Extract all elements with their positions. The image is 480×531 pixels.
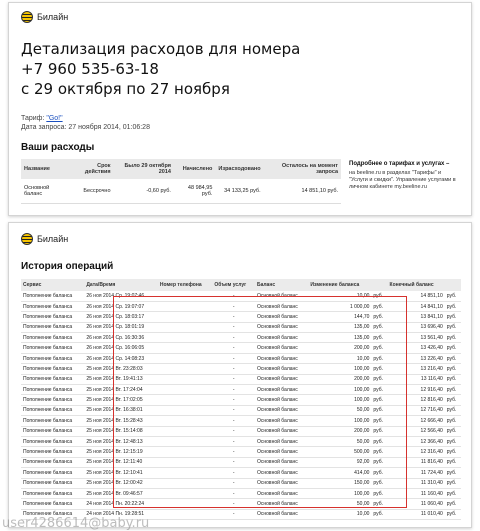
- table-cell: 26 ноя 2014 Ср. 18:01:19: [84, 322, 158, 332]
- table-cell: -: [212, 301, 255, 311]
- table-cell: 12 566,40: [388, 426, 445, 436]
- table-cell: [158, 488, 213, 498]
- logo-text: Билайн: [37, 12, 69, 22]
- table-cell: [158, 509, 213, 519]
- table-cell: Пополнение баланса: [21, 343, 84, 353]
- table-cell: Пополнение баланса: [21, 405, 84, 415]
- col-final: Конечный баланс: [388, 279, 445, 291]
- table-row: [21, 385, 461, 395]
- table-row: [21, 405, 461, 415]
- table-cell: Основной баланс: [255, 405, 308, 415]
- table-row: [21, 291, 461, 301]
- tariff-line: [21, 115, 63, 122]
- table-cell: 25 ноя 2014 Вт. 16:38:01: [84, 405, 158, 415]
- table-cell: [158, 478, 213, 488]
- table-cell: руб.: [445, 364, 461, 374]
- table-cell: 25 ноя 2014 Вт. 17:02:05: [84, 395, 158, 405]
- table-cell: руб.: [445, 395, 461, 405]
- table-cell: руб.: [445, 426, 461, 436]
- table-cell: 12 916,40: [388, 385, 445, 395]
- table-cell: 10,00: [308, 353, 371, 363]
- table-cell: 11 724,40: [388, 468, 445, 478]
- table-cell: 26 ноя 2014 Ср. 14:08:23: [84, 353, 158, 363]
- table-cell: Пополнение баланса: [21, 478, 84, 488]
- table-cell: Основной баланс: [255, 374, 308, 384]
- table-cell: -: [212, 447, 255, 457]
- table-cell: 200,00: [308, 426, 371, 436]
- table-cell: -: [212, 364, 255, 374]
- table-cell: 25 ноя 2014 Вт. 12:10:41: [84, 468, 158, 478]
- title-line-1: Детализация расходов для номера: [21, 40, 301, 58]
- table-cell: -: [212, 291, 255, 301]
- col-phone: Номер телефона: [158, 279, 213, 291]
- table-cell: [158, 374, 213, 384]
- table-cell: [158, 436, 213, 446]
- table-row: [21, 395, 461, 405]
- expenses-col-spent: Израсходовано: [215, 159, 263, 179]
- table-cell: руб.: [371, 322, 387, 332]
- table-cell: руб.: [445, 457, 461, 467]
- table-cell: 135,00: [308, 322, 371, 332]
- table-cell: 11 060,40: [388, 499, 445, 509]
- expenses-cell: 48 984,95 руб.: [174, 179, 215, 204]
- table-cell: 100,00: [308, 488, 371, 498]
- operations-table: [21, 279, 461, 520]
- table-row: [21, 416, 461, 426]
- table-cell: [158, 416, 213, 426]
- table-cell: Пополнение баланса: [21, 447, 84, 457]
- table-cell: руб.: [445, 322, 461, 332]
- table-cell: руб.: [371, 405, 387, 415]
- table-cell: Основной баланс: [255, 364, 308, 374]
- table-cell: Пополнение баланса: [21, 416, 84, 426]
- table-cell: 13 116,40: [388, 374, 445, 384]
- expenses-table: [21, 159, 341, 204]
- table-cell: [158, 353, 213, 363]
- col-service: Сервис: [21, 279, 84, 291]
- tariff-label: Тариф:: [21, 115, 45, 122]
- table-cell: -: [212, 343, 255, 353]
- table-cell: Основной баланс: [255, 478, 308, 488]
- table-cell: Основной баланс: [255, 385, 308, 395]
- table-cell: 25 ноя 2014 Вт. 09:46:57: [84, 488, 158, 498]
- table-cell: Пополнение баланса: [21, 385, 84, 395]
- table-cell: руб.: [445, 312, 461, 322]
- table-cell: -: [212, 509, 255, 519]
- table-cell: 26 ноя 2014 Ср. 19:07:46: [84, 291, 158, 301]
- beeline-logo: [21, 233, 68, 245]
- table-cell: Пополнение баланса: [21, 457, 84, 467]
- table-cell: руб.: [445, 353, 461, 363]
- table-cell: 14 851,10: [388, 291, 445, 301]
- table-row: [21, 322, 461, 332]
- table-cell: Основной баланс: [255, 509, 308, 519]
- table-cell: Пополнение баланса: [21, 353, 84, 363]
- table-cell: Пополнение баланса: [21, 499, 84, 509]
- table-row: [21, 488, 461, 498]
- table-cell: руб.: [445, 499, 461, 509]
- table-cell: руб.: [445, 301, 461, 311]
- table-cell: 24 ноя 2014 Пн. 19:28:51: [84, 509, 158, 519]
- table-cell: руб.: [445, 509, 461, 519]
- table-cell: Основной баланс: [255, 447, 308, 457]
- table-row: [21, 447, 461, 457]
- table-cell: 10,00: [308, 509, 371, 519]
- table-cell: [158, 301, 213, 311]
- table-row: [21, 353, 461, 363]
- expenses-cell: -0,60 руб.: [114, 179, 174, 204]
- table-cell: 12 716,40: [388, 405, 445, 415]
- table-cell: 25 ноя 2014 Вт. 17:24:04: [84, 385, 158, 395]
- table-cell: 144,70: [308, 312, 371, 322]
- table-cell: Пополнение баланса: [21, 322, 84, 332]
- table-cell: руб.: [445, 416, 461, 426]
- table-row: [21, 499, 461, 509]
- table-cell: руб.: [371, 312, 387, 322]
- table-cell: 12 816,40: [388, 395, 445, 405]
- table-cell: руб.: [371, 426, 387, 436]
- beeline-logo-icon: [21, 233, 33, 245]
- table-cell: руб.: [371, 301, 387, 311]
- table-cell: руб.: [445, 333, 461, 343]
- table-cell: руб.: [371, 478, 387, 488]
- table-cell: 11 160,40: [388, 488, 445, 498]
- table-cell: 11 310,40: [388, 478, 445, 488]
- table-cell: руб.: [371, 333, 387, 343]
- table-cell: Основной баланс: [255, 436, 308, 446]
- table-cell: 200,00: [308, 343, 371, 353]
- table-cell: -: [212, 488, 255, 498]
- expenses-sheet: [8, 2, 472, 216]
- beeline-logo: [21, 11, 68, 23]
- table-cell: Пополнение баланса: [21, 509, 84, 519]
- table-cell: руб.: [445, 488, 461, 498]
- table-cell: [158, 364, 213, 374]
- tariff-link[interactable]: "Go!": [46, 115, 63, 122]
- table-cell: Пополнение баланса: [21, 488, 84, 498]
- table-cell: 13 561,40: [388, 333, 445, 343]
- table-cell: Пополнение баланса: [21, 291, 84, 301]
- table-cell: 150,00: [308, 478, 371, 488]
- table-cell: руб.: [371, 374, 387, 384]
- table-cell: руб.: [445, 468, 461, 478]
- table-cell: руб.: [445, 291, 461, 301]
- col-change-unit: [371, 279, 387, 291]
- table-cell: Основной баланс: [255, 343, 308, 353]
- table-row: [21, 436, 461, 446]
- table-cell: 25 ноя 2014 Вт. 12:48:13: [84, 436, 158, 446]
- table-cell: Пополнение баланса: [21, 426, 84, 436]
- table-cell: 13 426,40: [388, 343, 445, 353]
- table-cell: руб.: [371, 509, 387, 519]
- title-line-3: с 29 октября по 27 ноября: [21, 80, 230, 98]
- table-cell: [158, 468, 213, 478]
- col-balance: Баланс: [255, 279, 308, 291]
- operations-heading: История операций: [21, 261, 114, 272]
- table-cell: руб.: [445, 374, 461, 384]
- table-row: [21, 426, 461, 436]
- table-cell: Пополнение баланса: [21, 395, 84, 405]
- table-cell: [158, 385, 213, 395]
- table-cell: руб.: [371, 364, 387, 374]
- table-cell: 13 841,10: [388, 312, 445, 322]
- table-cell: -: [212, 322, 255, 332]
- table-cell: -: [212, 333, 255, 343]
- table-cell: 50,00: [308, 405, 371, 415]
- watermark: user4286614@baby.ru: [2, 516, 150, 531]
- table-cell: 25 ноя 2014 Вт. 12:11:40: [84, 457, 158, 467]
- table-cell: [158, 405, 213, 415]
- table-cell: руб.: [445, 447, 461, 457]
- expenses-cell: Бессрочно: [69, 179, 114, 204]
- table-cell: Пополнение баланса: [21, 312, 84, 322]
- table-cell: Пополнение баланса: [21, 364, 84, 374]
- col-final-unit: [445, 279, 461, 291]
- table-row: [21, 374, 461, 384]
- col-datetime: Дата/Время: [84, 279, 158, 291]
- table-cell: 25 ноя 2014 Вт. 12:00:42: [84, 478, 158, 488]
- expenses-header-row: [21, 159, 341, 179]
- table-cell: Основной баланс: [255, 395, 308, 405]
- table-cell: [158, 447, 213, 457]
- table-cell: руб.: [371, 395, 387, 405]
- table-cell: 13 696,40: [388, 322, 445, 332]
- table-cell: руб.: [445, 478, 461, 488]
- side-note-text: на beeline.ru в разделах "Тарифы" и "Услуги и скидки". Управление услугами в личном кабинете my.beeline.ru: [349, 170, 456, 190]
- table-cell: 14 841,10: [388, 301, 445, 311]
- table-cell: 26 ноя 2014 Ср. 16:06:05: [84, 343, 158, 353]
- expenses-col-name: Название: [21, 159, 69, 179]
- title-line-2: +7 960 535-63-18: [21, 60, 159, 78]
- table-cell: 11 010,40: [388, 509, 445, 519]
- table-cell: 414,00: [308, 468, 371, 478]
- table-cell: Пополнение баланса: [21, 436, 84, 446]
- table-cell: 12 316,40: [388, 447, 445, 457]
- table-cell: руб.: [445, 385, 461, 395]
- table-cell: [158, 499, 213, 509]
- table-cell: 25 ноя 2014 Вт. 23:28:03: [84, 364, 158, 374]
- table-row: [21, 333, 461, 343]
- table-cell: Основной баланс: [255, 301, 308, 311]
- table-cell: 135,00: [308, 333, 371, 343]
- table-cell: руб.: [371, 499, 387, 509]
- table-cell: 25 ноя 2014 Вт. 15:14:08: [84, 426, 158, 436]
- table-cell: 13 216,40: [388, 364, 445, 374]
- operations-body: [21, 291, 461, 520]
- tariffs-info-note: [349, 161, 459, 191]
- expenses-row: [21, 179, 341, 204]
- table-cell: -: [212, 478, 255, 488]
- side-note-title: Подробнее о тарифах и услугах –: [349, 161, 450, 167]
- expenses-col-remaining: Осталось на момент запроса: [264, 159, 341, 179]
- table-cell: 13 226,40: [388, 353, 445, 363]
- table-row: [21, 343, 461, 353]
- operations-sheet: [8, 222, 472, 528]
- expenses-cell: 34 133,25 руб.: [215, 179, 263, 204]
- table-cell: -: [212, 353, 255, 363]
- table-row: [21, 457, 461, 467]
- table-cell: руб.: [371, 468, 387, 478]
- table-cell: 50,00: [308, 499, 371, 509]
- table-cell: 24 ноя 2014 Пн. 20:22:24: [84, 499, 158, 509]
- table-cell: -: [212, 395, 255, 405]
- beeline-logo-icon: [21, 11, 33, 23]
- table-cell: 10,00: [308, 291, 371, 301]
- table-row: [21, 478, 461, 488]
- table-cell: руб.: [371, 436, 387, 446]
- table-cell: руб.: [371, 447, 387, 457]
- table-cell: Основной баланс: [255, 353, 308, 363]
- table-cell: 92,00: [308, 457, 371, 467]
- request-date: Дата запроса: 27 ноября 2014, 01:06:28: [21, 124, 150, 131]
- table-cell: 12 366,40: [388, 436, 445, 446]
- table-cell: 50,00: [308, 436, 371, 446]
- table-cell: руб.: [371, 385, 387, 395]
- table-cell: 25 ноя 2014 Вт. 15:28:43: [84, 416, 158, 426]
- table-cell: -: [212, 426, 255, 436]
- table-cell: 1 000,00: [308, 301, 371, 311]
- expenses-cell: Основной баланс: [21, 179, 69, 204]
- table-cell: Пополнение баланса: [21, 374, 84, 384]
- expenses-cell: 14 851,10 руб.: [264, 179, 341, 204]
- table-cell: [158, 333, 213, 343]
- table-cell: руб.: [445, 343, 461, 353]
- table-cell: Основной баланс: [255, 312, 308, 322]
- table-cell: Основной баланс: [255, 457, 308, 467]
- expenses-col-charged: Начислено: [174, 159, 215, 179]
- table-cell: руб.: [371, 457, 387, 467]
- table-row: [21, 301, 461, 311]
- table-cell: [158, 312, 213, 322]
- table-cell: [158, 395, 213, 405]
- table-cell: Основной баланс: [255, 499, 308, 509]
- table-cell: 11 816,40: [388, 457, 445, 467]
- table-cell: [158, 291, 213, 301]
- table-cell: руб.: [445, 405, 461, 415]
- table-cell: -: [212, 312, 255, 322]
- table-cell: Пополнение баланса: [21, 333, 84, 343]
- col-change: Изменение баланса: [308, 279, 371, 291]
- table-cell: руб.: [445, 436, 461, 446]
- table-row: [21, 468, 461, 478]
- table-cell: -: [212, 499, 255, 509]
- table-cell: Основной баланс: [255, 468, 308, 478]
- table-cell: 200,00: [308, 374, 371, 384]
- table-cell: Основной баланс: [255, 333, 308, 343]
- table-cell: Основной баланс: [255, 426, 308, 436]
- expenses-col-term: Срок действия: [69, 159, 114, 179]
- table-cell: Основной баланс: [255, 416, 308, 426]
- table-cell: -: [212, 468, 255, 478]
- table-cell: -: [212, 436, 255, 446]
- table-row: [21, 364, 461, 374]
- table-cell: 100,00: [308, 416, 371, 426]
- operations-header-row: [21, 279, 461, 291]
- logo-text: Билайн: [37, 234, 69, 244]
- expenses-heading: Ваши расходы: [21, 142, 95, 153]
- table-cell: Основной баланс: [255, 322, 308, 332]
- report-title: [21, 39, 300, 99]
- table-cell: Пополнение баланса: [21, 468, 84, 478]
- table-cell: 100,00: [308, 364, 371, 374]
- table-cell: 100,00: [308, 395, 371, 405]
- table-cell: Основной баланс: [255, 291, 308, 301]
- expenses-col-was: Было 29 октября 2014: [114, 159, 174, 179]
- table-cell: 500,00: [308, 447, 371, 457]
- table-cell: 26 ноя 2014 Ср. 19:07:07: [84, 301, 158, 311]
- table-cell: 12 666,40: [388, 416, 445, 426]
- table-cell: [158, 343, 213, 353]
- table-cell: -: [212, 385, 255, 395]
- table-cell: [158, 322, 213, 332]
- table-cell: [158, 426, 213, 436]
- table-cell: руб.: [371, 416, 387, 426]
- table-cell: -: [212, 374, 255, 384]
- table-cell: руб.: [371, 488, 387, 498]
- table-cell: 26 ноя 2014 Ср. 18:03:17: [84, 312, 158, 322]
- table-cell: [158, 457, 213, 467]
- table-cell: 25 ноя 2014 Вт. 12:15:19: [84, 447, 158, 457]
- table-row: [21, 312, 461, 322]
- table-cell: -: [212, 416, 255, 426]
- table-cell: 25 ноя 2014 Вт. 19:41:13: [84, 374, 158, 384]
- table-cell: руб.: [371, 343, 387, 353]
- col-volume: Объем услуг: [212, 279, 255, 291]
- table-cell: руб.: [371, 291, 387, 301]
- table-cell: 100,00: [308, 385, 371, 395]
- table-cell: Основной баланс: [255, 488, 308, 498]
- table-cell: -: [212, 457, 255, 467]
- table-cell: руб.: [371, 353, 387, 363]
- table-cell: -: [212, 405, 255, 415]
- table-cell: 26 ноя 2014 Ср. 16:30:36: [84, 333, 158, 343]
- table-cell: Пополнение баланса: [21, 301, 84, 311]
